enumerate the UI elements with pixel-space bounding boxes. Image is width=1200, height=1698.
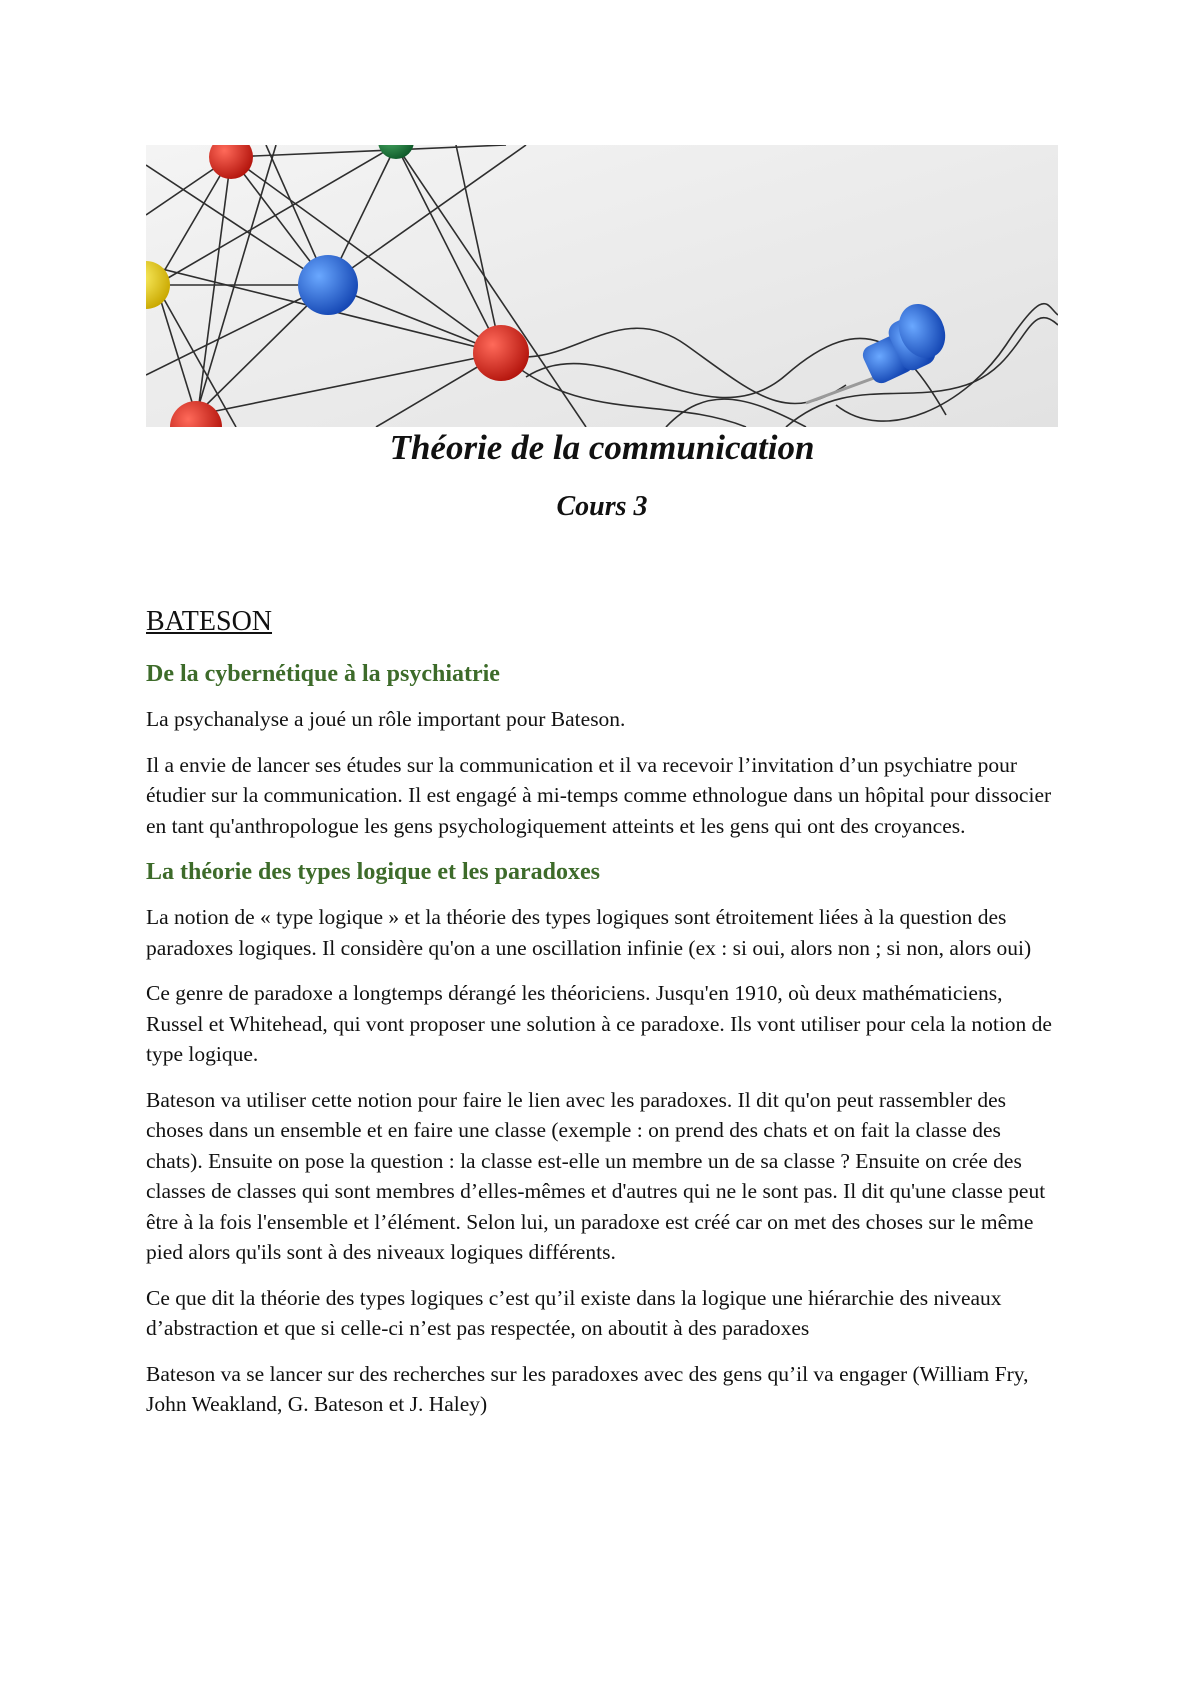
paragraph: Bateson va utiliser cette notion pour faire le lien avec les paradoxes. Il dit qu'on peut rassembler des choses dans un ensemble et en faire une classe (exemple : on prend des chats et on fait la classe des chats). Ensuite on pose la question : la classe est-elle un membre un de sa classe ? Ensuite on crée des classes de classes qui sont membres d’elles-mêmes et d'autres qui ne le sont pas. Il dit qu'une classe peut être à la fois l'ensemble et l’élément. Selon lui, un paradoxe est créé car on met des choses sur le même pied alors qu'ils sont à des niveaux logiques différents.: [146, 1087, 1046, 1264]
subsection-heading: De la cybernétique à la psychiatrie: [146, 661, 500, 687]
network-pins-icon: [146, 145, 1058, 427]
paragraph: Ce genre de paradoxe a longtemps dérangé les théoriciens. Jusqu'en 1910, où deux mathématiciens, Russel et Whitehead, qui vont proposer une solution à ce paradoxe. Ils vont utiliser pour cela la notion de type logique.: [146, 981, 1052, 1066]
subsection-heading: La théorie des types logique et les paradoxes: [146, 859, 600, 885]
document-title: Théorie de la communication: [389, 428, 815, 467]
document-subtitle: Cours 3: [556, 491, 648, 522]
section-heading: BATESON: [146, 606, 273, 637]
paragraph: La notion de « type logique » et la théorie des types logiques sont étroitement liées à la question des paradoxes logiques. Il considère qu'on a une oscillation infinie (ex : si oui, alors non ; si non, alors oui): [146, 905, 1032, 960]
paragraph: Ce que dit la théorie des types logiques c’est qu’il existe dans la logique une hiérarchie des niveaux d’abstraction et que si celle-ci n’est pas respectée, on aboutit à des paradoxes: [146, 1285, 1002, 1340]
paragraph: Bateson va se lancer sur des recherches sur les paradoxes avec des gens qu’il va engager (William Fry, John Weakland, G. Bateson et J. Haley): [146, 1361, 1029, 1416]
paragraph: La psychanalyse a joué un rôle important pour Bateson.: [146, 707, 626, 731]
paragraph: Il a envie de lancer ses études sur la communication et il va recevoir l’invitation d’un psychiatre pour étudier sur la communication. Il est engagé à mi-temps comme ethnologue dans un hôpital pour dissocier en tant qu'anthropologue les gens psychologiquement atteints et les gens qui ont des croyances.: [146, 752, 1052, 838]
banner-image: [146, 145, 1058, 427]
document-body: [146, 604, 1058, 1435]
